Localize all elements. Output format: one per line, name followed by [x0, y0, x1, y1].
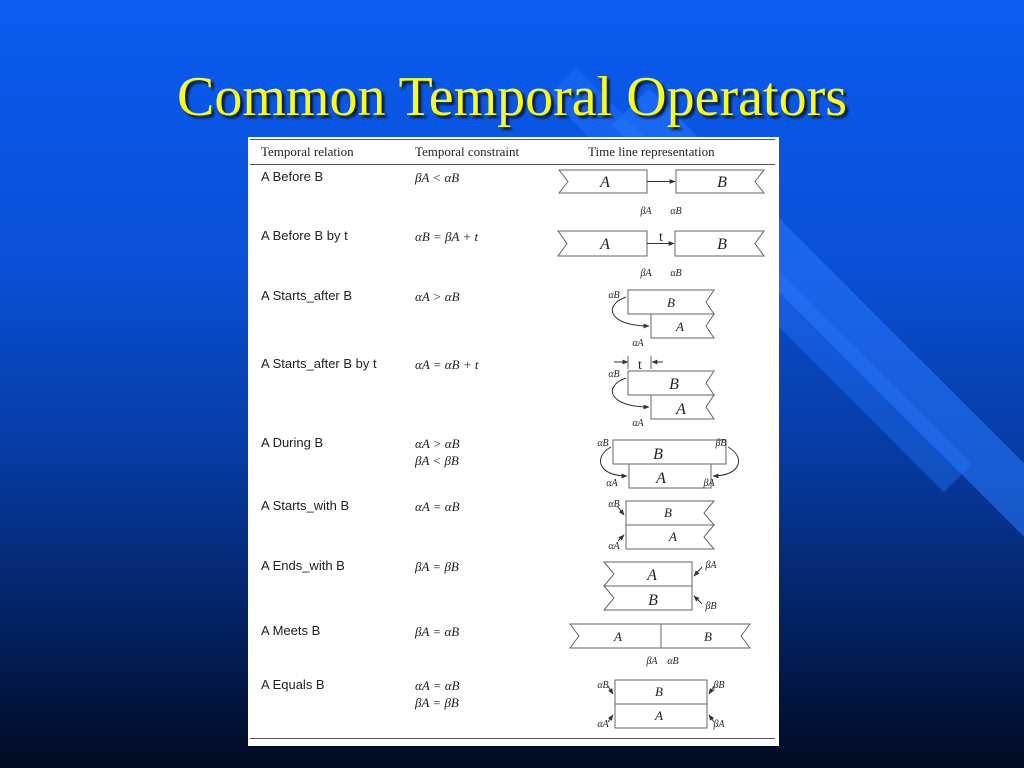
start-arrow	[608, 715, 613, 722]
interval-b-label: B	[648, 592, 658, 609]
relation-label: A Before B by t	[261, 228, 348, 243]
start-arrow	[600, 447, 627, 476]
start-arrow	[608, 686, 613, 694]
constraint-line: βA < βB	[415, 453, 459, 468]
timeline-diagrams	[248, 137, 779, 746]
alpha-b-label: αB	[597, 680, 609, 691]
relation-label: A Ends_with B	[261, 558, 345, 573]
interval-a-label: A	[655, 708, 663, 723]
interval-a-label: A	[647, 567, 657, 584]
header-time-line: Time line representation	[588, 144, 715, 159]
t-label: t	[659, 230, 663, 245]
relation-label: A Starts_with B	[261, 498, 350, 513]
interval-b-label: B	[653, 446, 663, 463]
beta-a-label: βA	[705, 560, 717, 571]
interval-b-label: B	[717, 236, 727, 253]
beta-b-label: βB	[715, 438, 727, 449]
interval-b-label: B	[704, 629, 712, 644]
constraint-line: βA = βB	[415, 559, 459, 574]
alpha-b-label: αB	[670, 206, 682, 217]
relation-label: A Starts_after B by t	[261, 356, 377, 371]
end-arrow	[694, 567, 702, 576]
alpha-b-label: αB	[608, 499, 620, 510]
beta-a-label: βA	[703, 478, 715, 489]
constraint-line: αB = βA + t	[415, 229, 479, 244]
relation-label: A Meets B	[261, 623, 321, 638]
interval-a-label: A	[656, 470, 666, 487]
alpha-a-label: αA	[632, 418, 644, 429]
constraint-line: αA > αB	[415, 289, 460, 304]
start-arrow	[612, 378, 649, 407]
header-temporal-constraint: Temporal constraint	[415, 144, 520, 159]
interval-b-label: B	[717, 174, 727, 191]
interval-b-label: B	[664, 505, 672, 520]
alpha-b-label: αB	[608, 369, 620, 380]
beta-a-label: βA	[646, 656, 658, 667]
relation-label: A Equals B	[261, 677, 325, 692]
interval-b-label: B	[667, 295, 675, 310]
interval-a-label: A	[676, 401, 686, 418]
alpha-b-label: αB	[608, 290, 620, 301]
constraint-line: αA = αB	[415, 499, 460, 514]
alpha-a-label: αA	[632, 338, 644, 349]
interval-b-label: B	[655, 684, 663, 699]
alpha-a-label: αA	[597, 719, 609, 730]
constraint-line: βA = βB	[415, 695, 459, 710]
interval-a-bar	[629, 464, 711, 488]
alpha-b-label: αB	[597, 438, 609, 449]
relation-label: A During B	[261, 435, 324, 450]
interval-a-label: A	[600, 174, 610, 191]
beta-b-label: βB	[713, 680, 725, 691]
interval-b-label: B	[669, 376, 679, 393]
interval-a-label: A	[614, 629, 622, 644]
alpha-b-label: αB	[667, 656, 679, 667]
slide-title: Common Temporal Operators	[176, 66, 848, 128]
relation-label: A Before B	[261, 169, 324, 184]
beta-a-label: βA	[713, 719, 725, 730]
interval-a-label: A	[600, 236, 610, 253]
header-temporal-relation: Temporal relation	[261, 144, 354, 159]
relation-label: A Starts_after B	[261, 288, 353, 303]
interval-b-bar	[613, 440, 726, 464]
start-arrow	[612, 297, 649, 326]
interval-a-label: A	[676, 319, 684, 334]
beta-a-label: βA	[640, 206, 652, 217]
beta-a-label: βA	[640, 268, 652, 279]
interval-a-label: A	[669, 529, 677, 544]
constraint-line: αA = αB	[415, 678, 460, 693]
temporal-operators-table	[248, 137, 779, 746]
constraint-line: αA > αB	[415, 436, 460, 451]
beta-b-label: βB	[705, 601, 717, 612]
t-label: t	[638, 358, 642, 373]
constraint-line: βA < αB	[415, 170, 460, 185]
constraint-line: βA = αB	[415, 624, 460, 639]
constraint-line: αA = αB + t	[415, 357, 479, 372]
end-arrow	[694, 596, 702, 604]
alpha-b-label: αB	[670, 268, 682, 279]
alpha-a-label: αA	[608, 541, 620, 552]
alpha-a-label: αA	[606, 478, 618, 489]
